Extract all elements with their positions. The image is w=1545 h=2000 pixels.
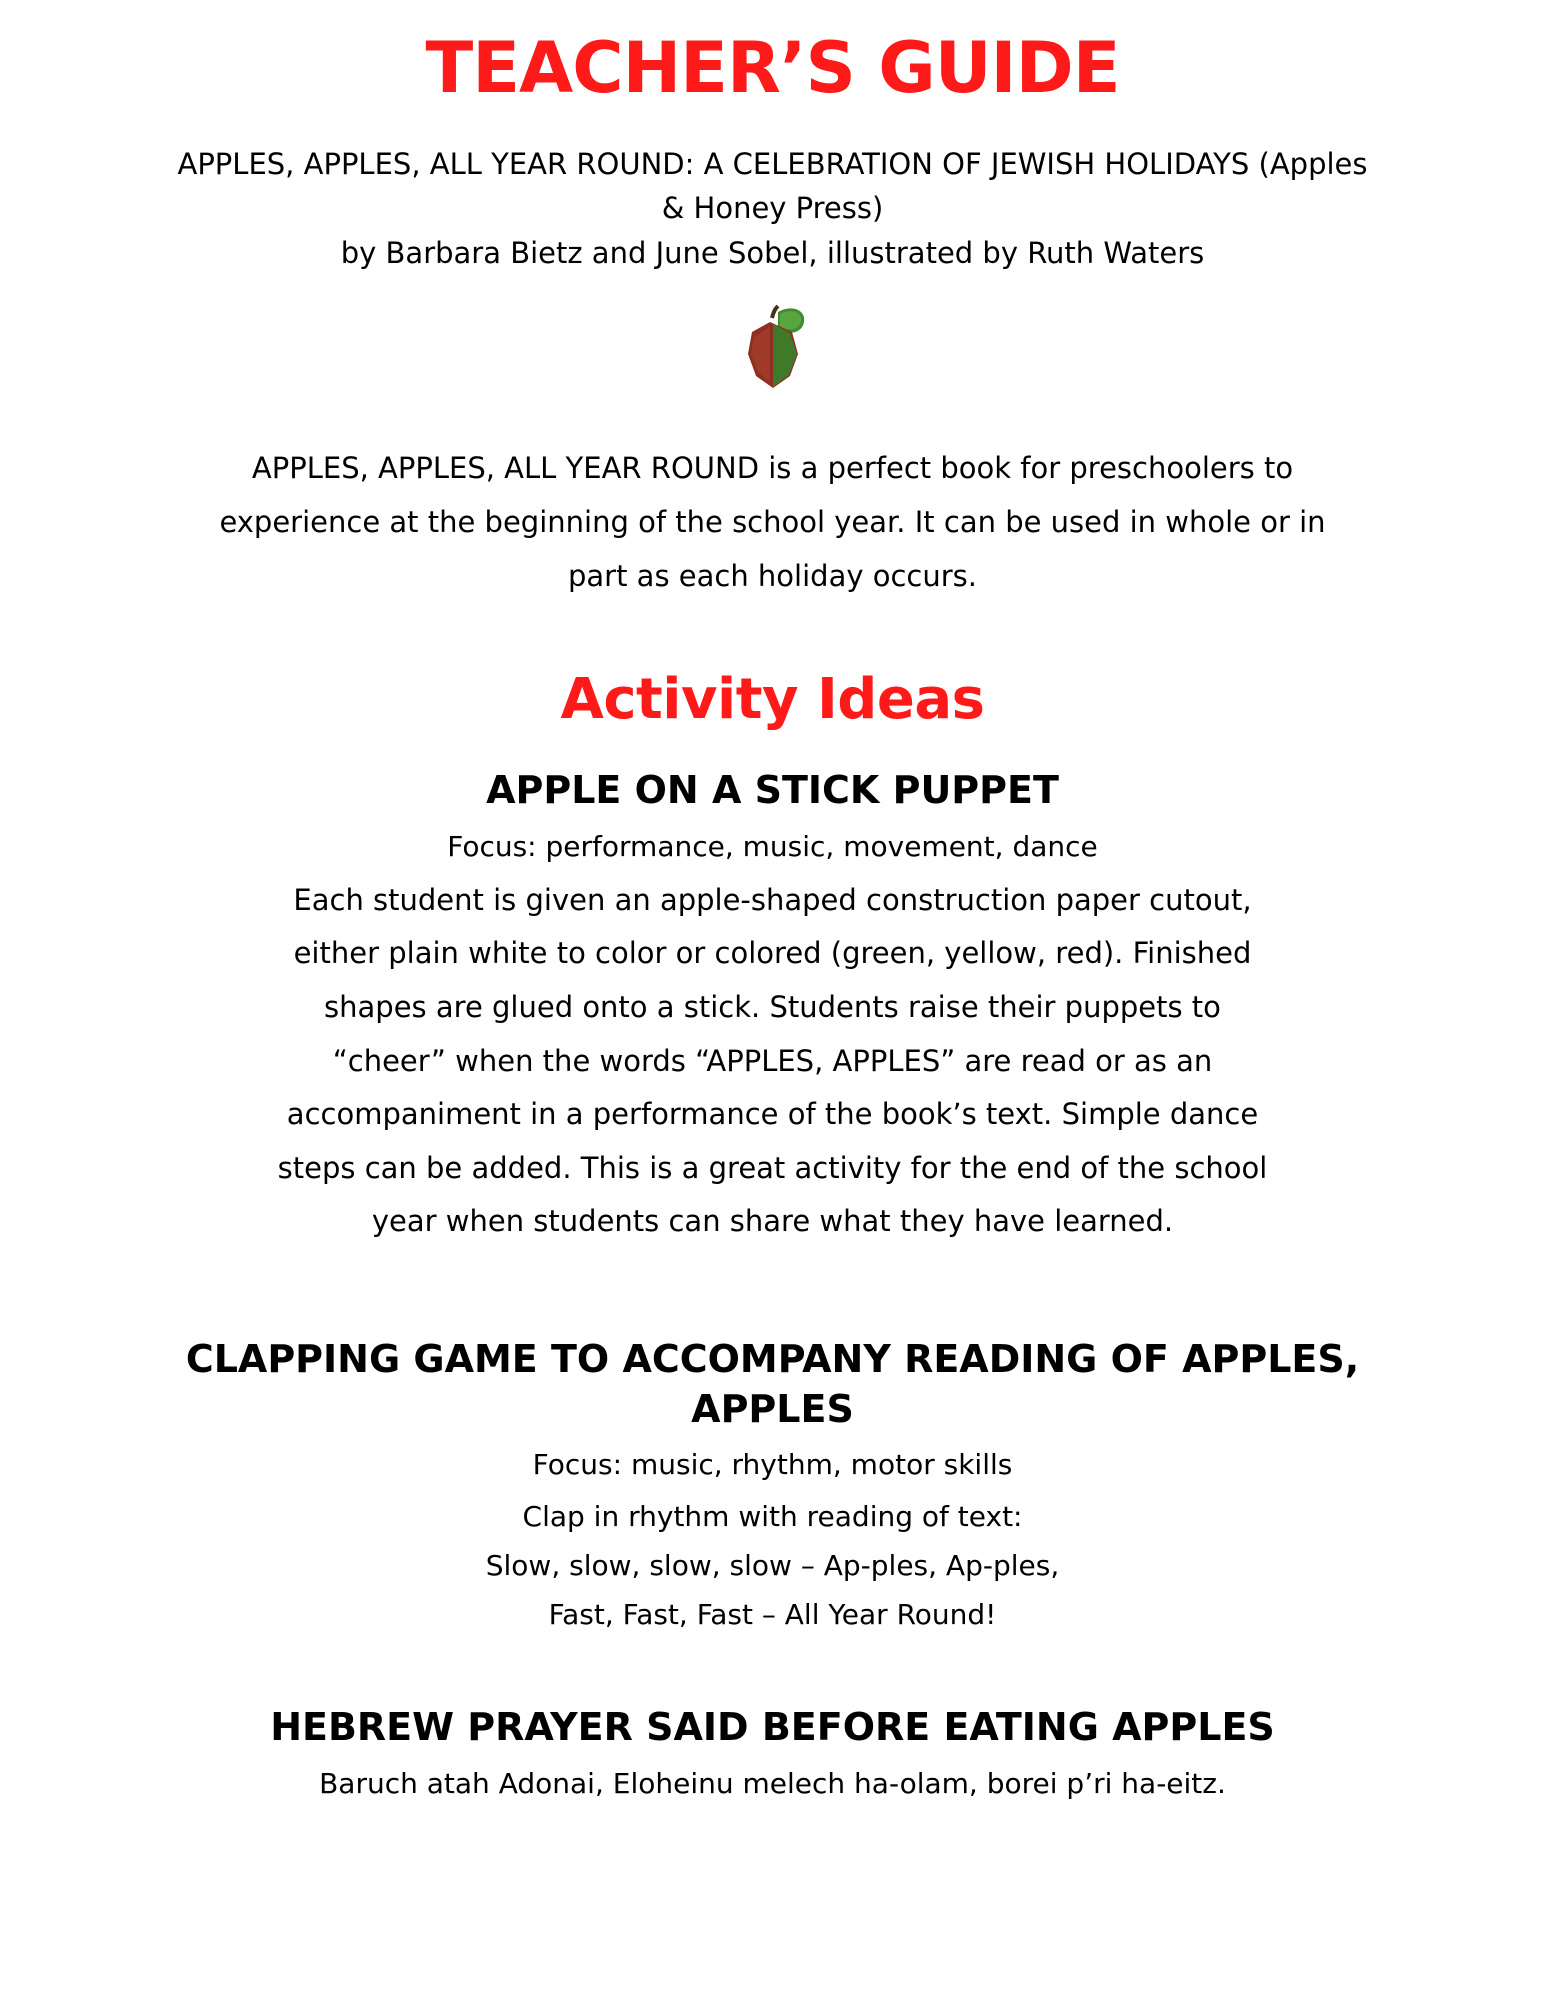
- book-title-line: APPLES, APPLES, ALL YEAR ROUND: A CELEBRATION OF JEWISH HOLIDAYS (Apples & Honey Press): [177, 146, 1368, 226]
- apple-icon: [718, 302, 828, 412]
- activity-line: Fast, Fast, Fast – All Year Round!: [548, 1597, 997, 1631]
- book-authors-line: by Barbara Bietz and June Sobel, illustrated by Ruth Waters: [340, 236, 1205, 271]
- activity-heading: CLAPPING GAME TO ACCOMPANY READING OF APPLES, APPLES: [185, 1337, 1360, 1431]
- activity-body: Each student is given an apple-shaped construction paper cutout, either plain white to color or colored (green, yellow, red). Finished shapes are glued onto a stick. Students raise their puppets to “cheer” when the words “APPLES, APPLES” are read or as an accompaniment in a performance of the book’s text. Simple dance steps can be added. This is a great activity for the end of the school year when students can share what they have learned.: [277, 882, 1268, 1239]
- activity-heading: HEBREW PRAYER SAID BEFORE EATING APPLES: [270, 1704, 1275, 1749]
- prayer-text: Baruch atah Adonai, Eloheinu melech ha-olam, borei p’ri ha-eitz.: [319, 1767, 1226, 1801]
- spacer: [153, 1267, 1393, 1323]
- activity-clapping-game: [153, 1335, 1393, 1639]
- apple-illustration-wrap: [153, 302, 1393, 412]
- activity-hebrew-prayer: [153, 1703, 1393, 1807]
- activity-line: Clap in rhythm with reading of text:: [522, 1499, 1023, 1533]
- section-title-activity-ideas: Activity Ideas: [560, 667, 985, 733]
- activity-line: Slow, slow, slow, slow – Ap-ples, Ap-ples,: [485, 1548, 1060, 1582]
- activity-apple-on-a-stick-puppet: [153, 766, 1393, 1249]
- activity-heading: APPLE ON A STICK PUPPET: [486, 768, 1059, 813]
- book-credits: [173, 142, 1373, 277]
- teachers-guide-page: [153, 0, 1393, 1865]
- activity-focus: Focus: music, rhythm, motor skills: [532, 1447, 1013, 1481]
- spacer: [153, 1657, 1393, 1691]
- intro-paragraph: APPLES, APPLES, ALL YEAR ROUND is a perfect book for preschoolers to experience at the beginning of the school year. It can be used in whole or in part as each holiday occurs.: [219, 451, 1326, 593]
- page-title: TEACHER’S GUIDE: [425, 27, 1120, 109]
- activity-focus: Focus: performance, music, movement, dance: [447, 829, 1098, 863]
